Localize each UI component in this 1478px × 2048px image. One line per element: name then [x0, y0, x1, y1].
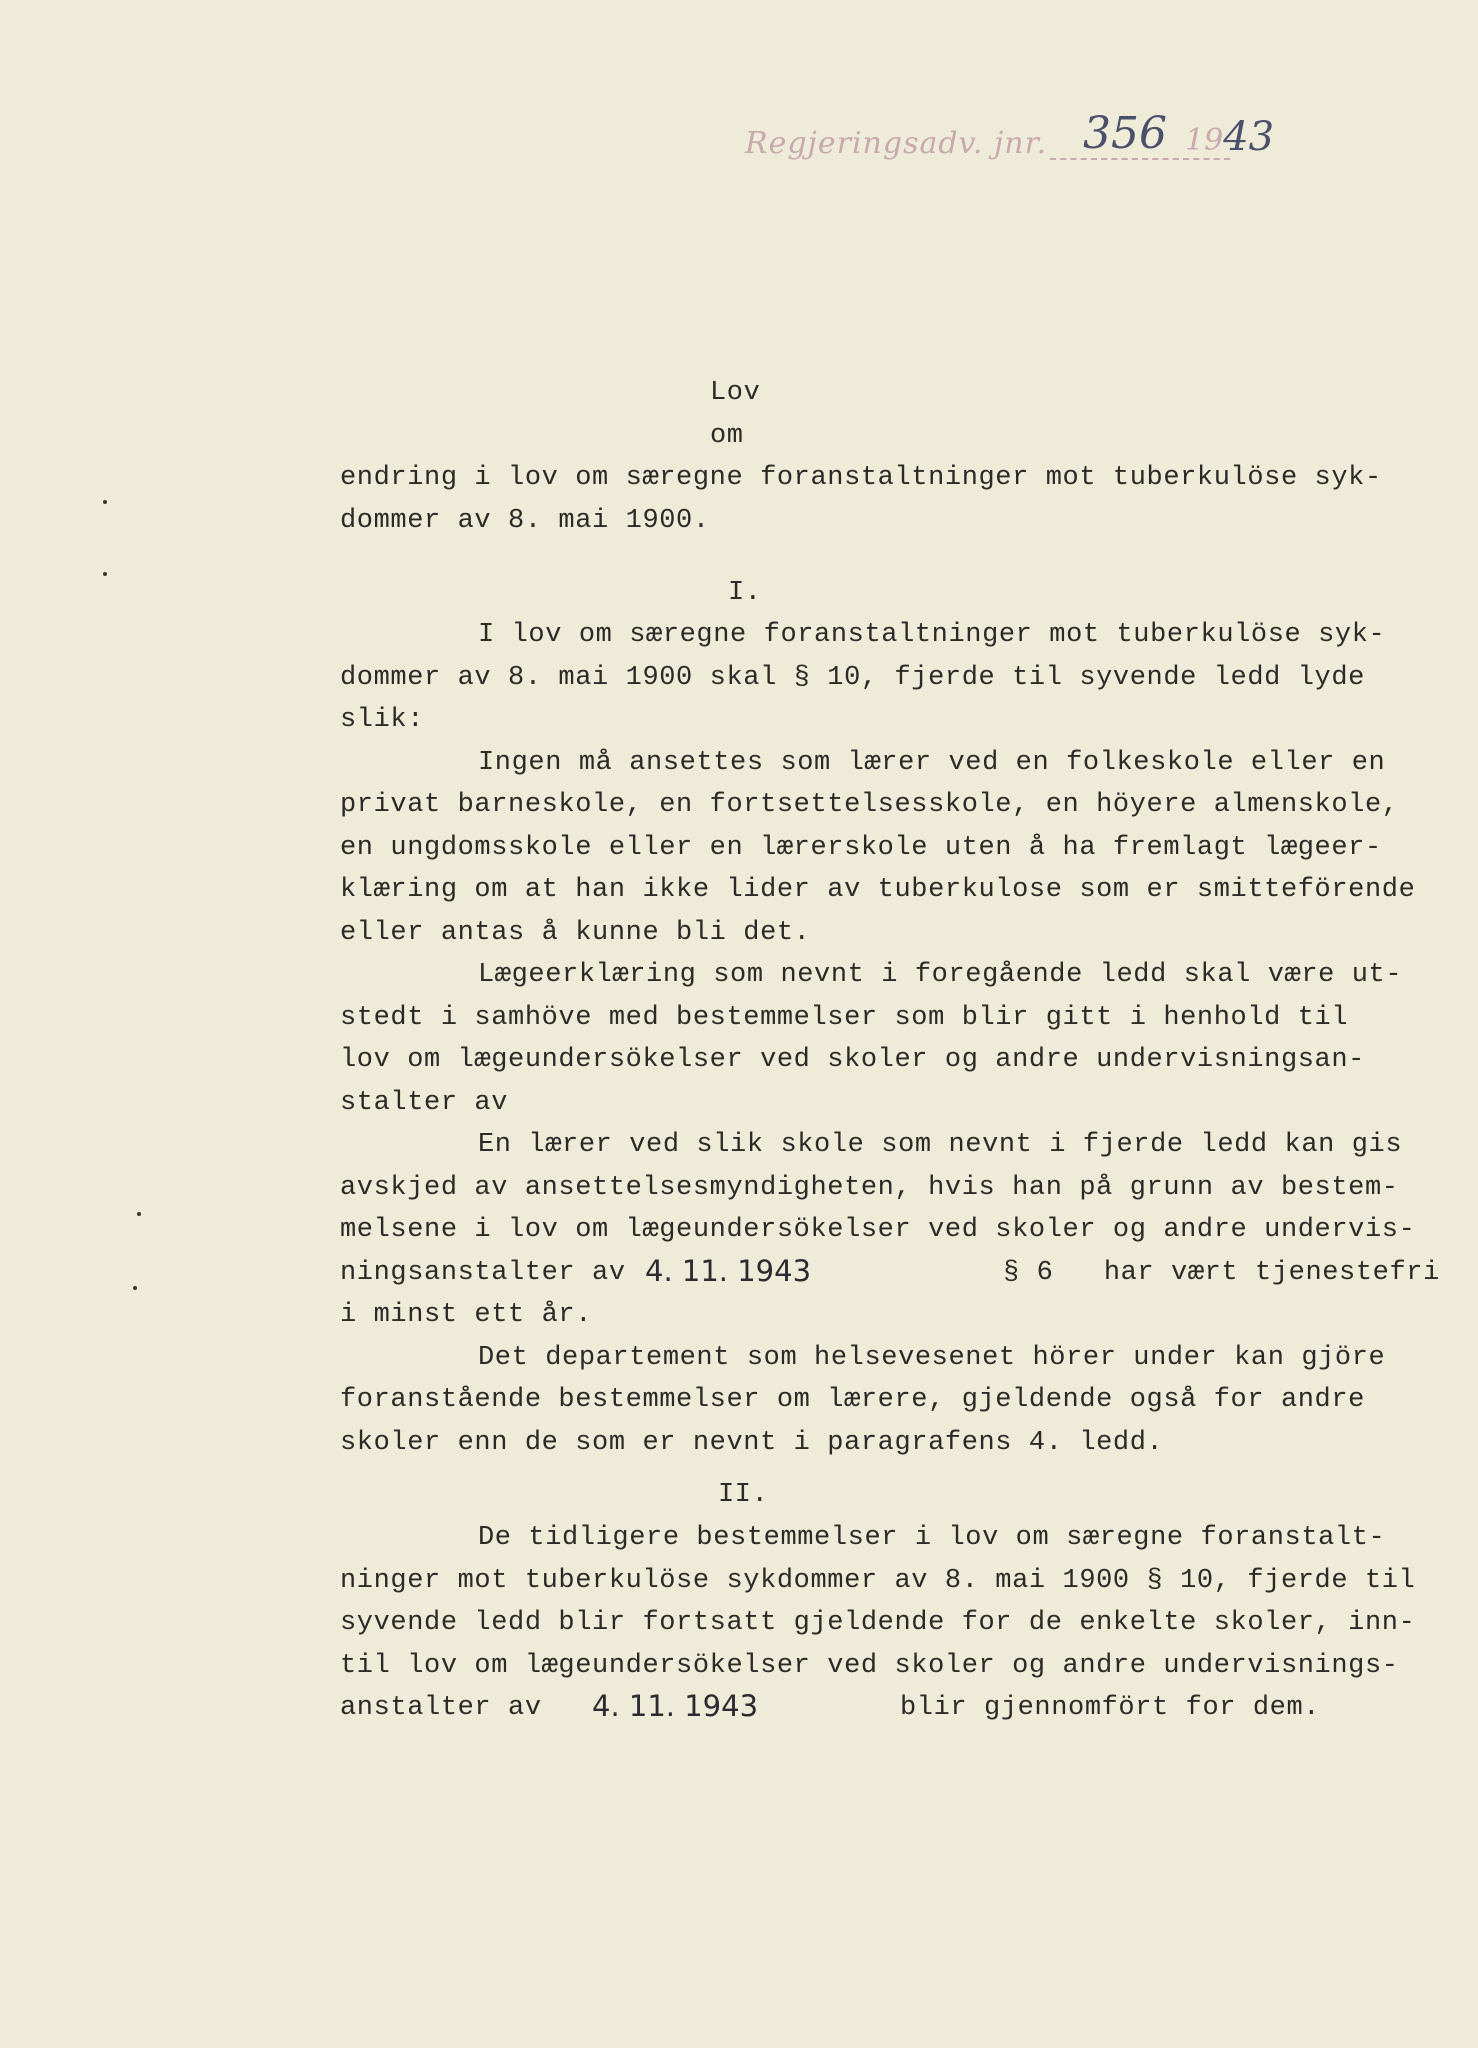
- stamp-label: Regjeringsadv. jnr.: [745, 126, 1048, 161]
- section-heading: I.: [728, 578, 762, 608]
- stamp-number: 356: [1083, 108, 1167, 159]
- margin-mark: [133, 1286, 137, 1290]
- body-line: avskjed av ansettelsesmyndigheten, hvis han på grunn av bestem-: [340, 1173, 1399, 1203]
- body-line: eller antas å kunne bli det.: [340, 918, 811, 948]
- stamp-year-suffix: 43: [1223, 114, 1275, 160]
- body-line: melsene i lov om lægeundersökelser ved skoler og andre undervis-: [340, 1215, 1416, 1245]
- body-line: til lov om lægeundersökelser ved skoler og andre undervisnings-: [340, 1651, 1399, 1681]
- body-line: privat barneskole, en fortsettelsesskole, en höyere almenskole,: [340, 790, 1399, 820]
- margin-mark: [137, 1212, 141, 1216]
- body-line: De tidligere bestemmelser i lov om særegne foranstalt-: [478, 1523, 1386, 1553]
- body-line: syvende ledd blir fortsatt gjeldende for de enkelte skoler, inn-: [340, 1608, 1416, 1638]
- margin-mark: [103, 500, 107, 504]
- body-line: dommer av 8. mai 1900 skal § 10, fjerde til syvende ledd lyde: [340, 663, 1365, 693]
- body-line: § 6 har vært tjenestefri: [1003, 1258, 1440, 1288]
- date-fill-in: 4. 11. 1943: [592, 1689, 759, 1723]
- body-line: blir gjennomfört for dem.: [900, 1693, 1321, 1723]
- body-line: Det departement som helsevesenet hörer under kan gjöre: [478, 1343, 1386, 1373]
- margin-mark: [103, 572, 107, 576]
- title-lov: Lov: [710, 378, 761, 408]
- body-line: ninger mot tuberkulöse sykdommer av 8. mai 1900 § 10, fjerde til: [340, 1566, 1416, 1596]
- title-subject-line: dommer av 8. mai 1900.: [340, 506, 710, 536]
- body-line: anstalter av: [340, 1693, 542, 1723]
- body-line: klæring om at han ikke lider av tuberkulose som er smitteförende: [340, 875, 1416, 905]
- body-line: lov om lægeundersökelser ved skoler og andre undervisningsan-: [340, 1045, 1365, 1075]
- body-line: i minst ett år.: [340, 1300, 593, 1330]
- body-line: en ungdomsskole eller en lærerskole uten å ha fremlagt lægeer-: [340, 833, 1382, 863]
- body-line: Ingen må ansettes som lærer ved en folkeskole eller en: [478, 748, 1386, 778]
- body-line: skoler enn de som er nevnt i paragrafens 4. ledd.: [340, 1428, 1164, 1458]
- date-fill-in: 4. 11. 1943: [645, 1254, 812, 1288]
- title-subject-line: endring i lov om særegne foranstaltninger mot tuberkulöse syk-: [340, 463, 1382, 493]
- body-line: foranstående bestemmelser om lærere, gjeldende også for andre: [340, 1385, 1365, 1415]
- registration-stamp: [745, 108, 1285, 168]
- body-line: En lærer ved slik skole som nevnt i fjerde ledd kan gis: [478, 1130, 1403, 1160]
- stamp-year-prefix: 19: [1185, 123, 1224, 158]
- body-line: stedt i samhöve med bestemmelser som blir gitt i henhold til: [340, 1003, 1349, 1033]
- body-line: slik:: [340, 705, 425, 735]
- section-heading: II.: [718, 1480, 769, 1510]
- body-line: ningsanstalter av: [340, 1258, 626, 1288]
- body-line: Lægeerklæring som nevnt i foregående ledd skal være ut-: [478, 960, 1403, 990]
- body-line: I lov om særegne foranstaltninger mot tuberkulöse syk-: [478, 620, 1386, 650]
- title-om: om: [710, 421, 744, 451]
- body-line: stalter av: [340, 1088, 509, 1118]
- stamp-year: [1185, 114, 1274, 160]
